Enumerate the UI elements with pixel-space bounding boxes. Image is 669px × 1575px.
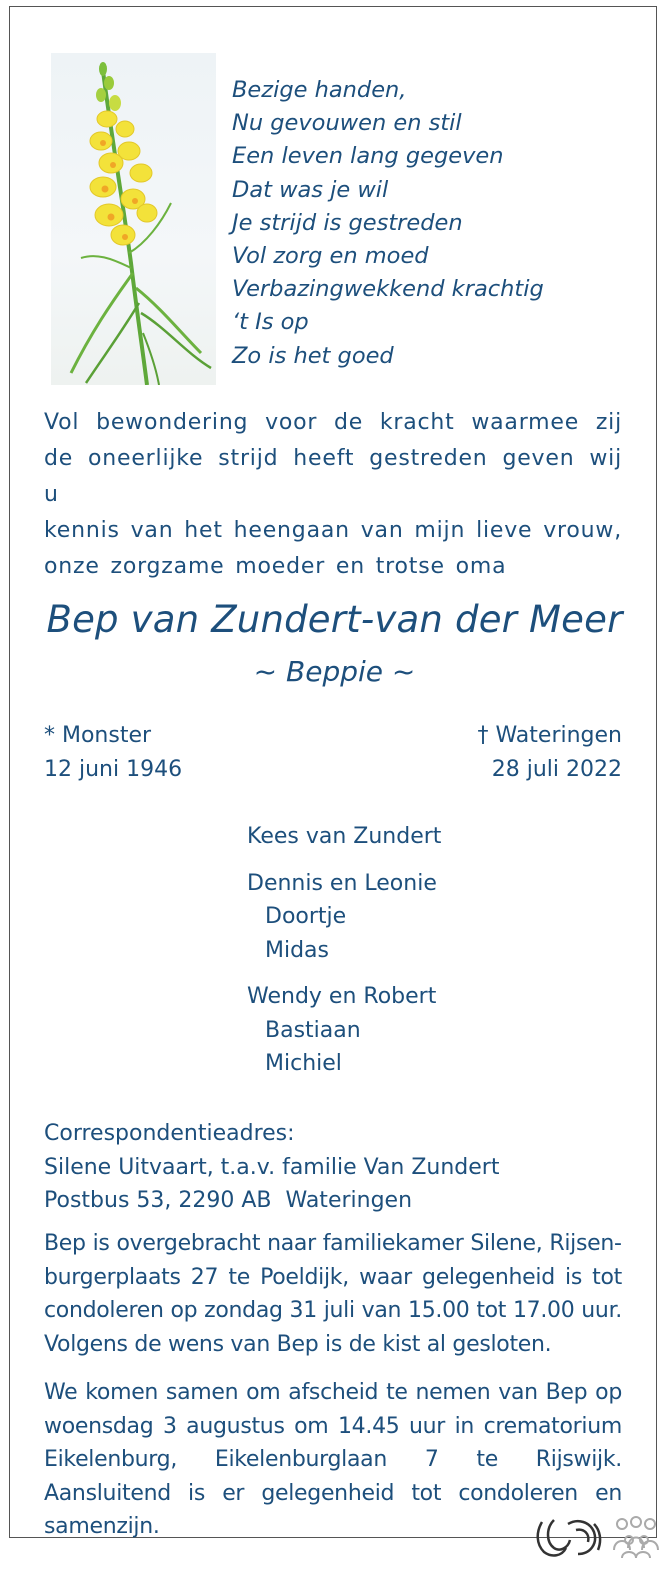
death-place: † Wateringen (477, 723, 622, 748)
poem-line: Bezige handen, (232, 77, 407, 103)
flower-photo (51, 53, 216, 385)
death-date: 28 juli 2022 (491, 757, 622, 782)
deceased-name: Bep van Zundert-van der Meer (46, 598, 623, 641)
poem (232, 74, 544, 373)
family-group (247, 980, 441, 1081)
ceremony-paragraph: We komen samen om afscheid te nemen van Bep op woensdag 3 augustus om 14.45 uur in crematorium Eikelenburg, Eikelenburglaan 7 te Rijswijk. Aansluitend is er gelegenheid tot condoleren en samenzijn. (44, 1380, 622, 1539)
intro-line: kennis van het heengaan van mijn lieve vrouw, (44, 518, 622, 543)
family-group (247, 867, 441, 968)
flower-illustration (51, 53, 216, 385)
birth-place: * Monster (44, 723, 152, 748)
intro-line: onze zorgzame moeder en trotse oma (44, 554, 507, 579)
publisher-logo-icon (532, 1512, 662, 1566)
family-list (247, 820, 441, 1094)
intro-line: Vol bewondering voor de kracht waarmee zij (44, 410, 622, 435)
announcement-intro (44, 405, 622, 585)
correspondence-line: Correspondentieadres: (44, 1121, 295, 1146)
birth-info (44, 719, 182, 787)
poem-line: Een leven lang gegeven (232, 143, 504, 170)
intro-line: de oneerlijke strijd heeft gestreden geven wij u (44, 446, 622, 507)
birth-date: 12 juni 1946 (44, 757, 183, 782)
poem-line: Nu gevouwen en stil (232, 110, 462, 137)
poem-line: Vol zorg en moed (232, 243, 429, 270)
correspondence-line: Silene Uitvaart, t.a.v. familie Van Zundert (44, 1154, 500, 1180)
poem-line: ‘t Is op (232, 309, 309, 336)
family-child: Doortje (265, 904, 347, 929)
family-child: Bastiaan (265, 1017, 361, 1043)
deceased-nickname: ~ Beppie ~ (253, 655, 416, 688)
family-child: Michiel (265, 1051, 342, 1076)
correspondence-address (44, 1117, 499, 1218)
family-parents: Dennis en Leonie (247, 870, 437, 896)
family-parents: Wendy en Robert (247, 984, 437, 1009)
poem-line: Dat was je wil (232, 176, 389, 203)
poem-line: Zo is het goed (232, 342, 394, 369)
viewing-paragraph: Bep is overgebracht naar familiekamer Silene, Rijsenburgerplaats 27 te Poeldijk, waar gelegenheid is tot condoleren op zondag 31 juli van 15.00 tot 17.00 uur. Volgens de wens van Bep is de kist al gesloten. (44, 1231, 622, 1357)
family-spouse: Kees van Zundert (247, 824, 442, 849)
family-child: Midas (265, 937, 330, 963)
death-info (477, 719, 622, 787)
poem-line: Verbazingwekkend krachtig (232, 276, 544, 303)
correspondence-line: Postbus 53, 2290 AB Wateringen (44, 1188, 413, 1213)
poem-line: Je strijd is gestreden (232, 209, 463, 236)
